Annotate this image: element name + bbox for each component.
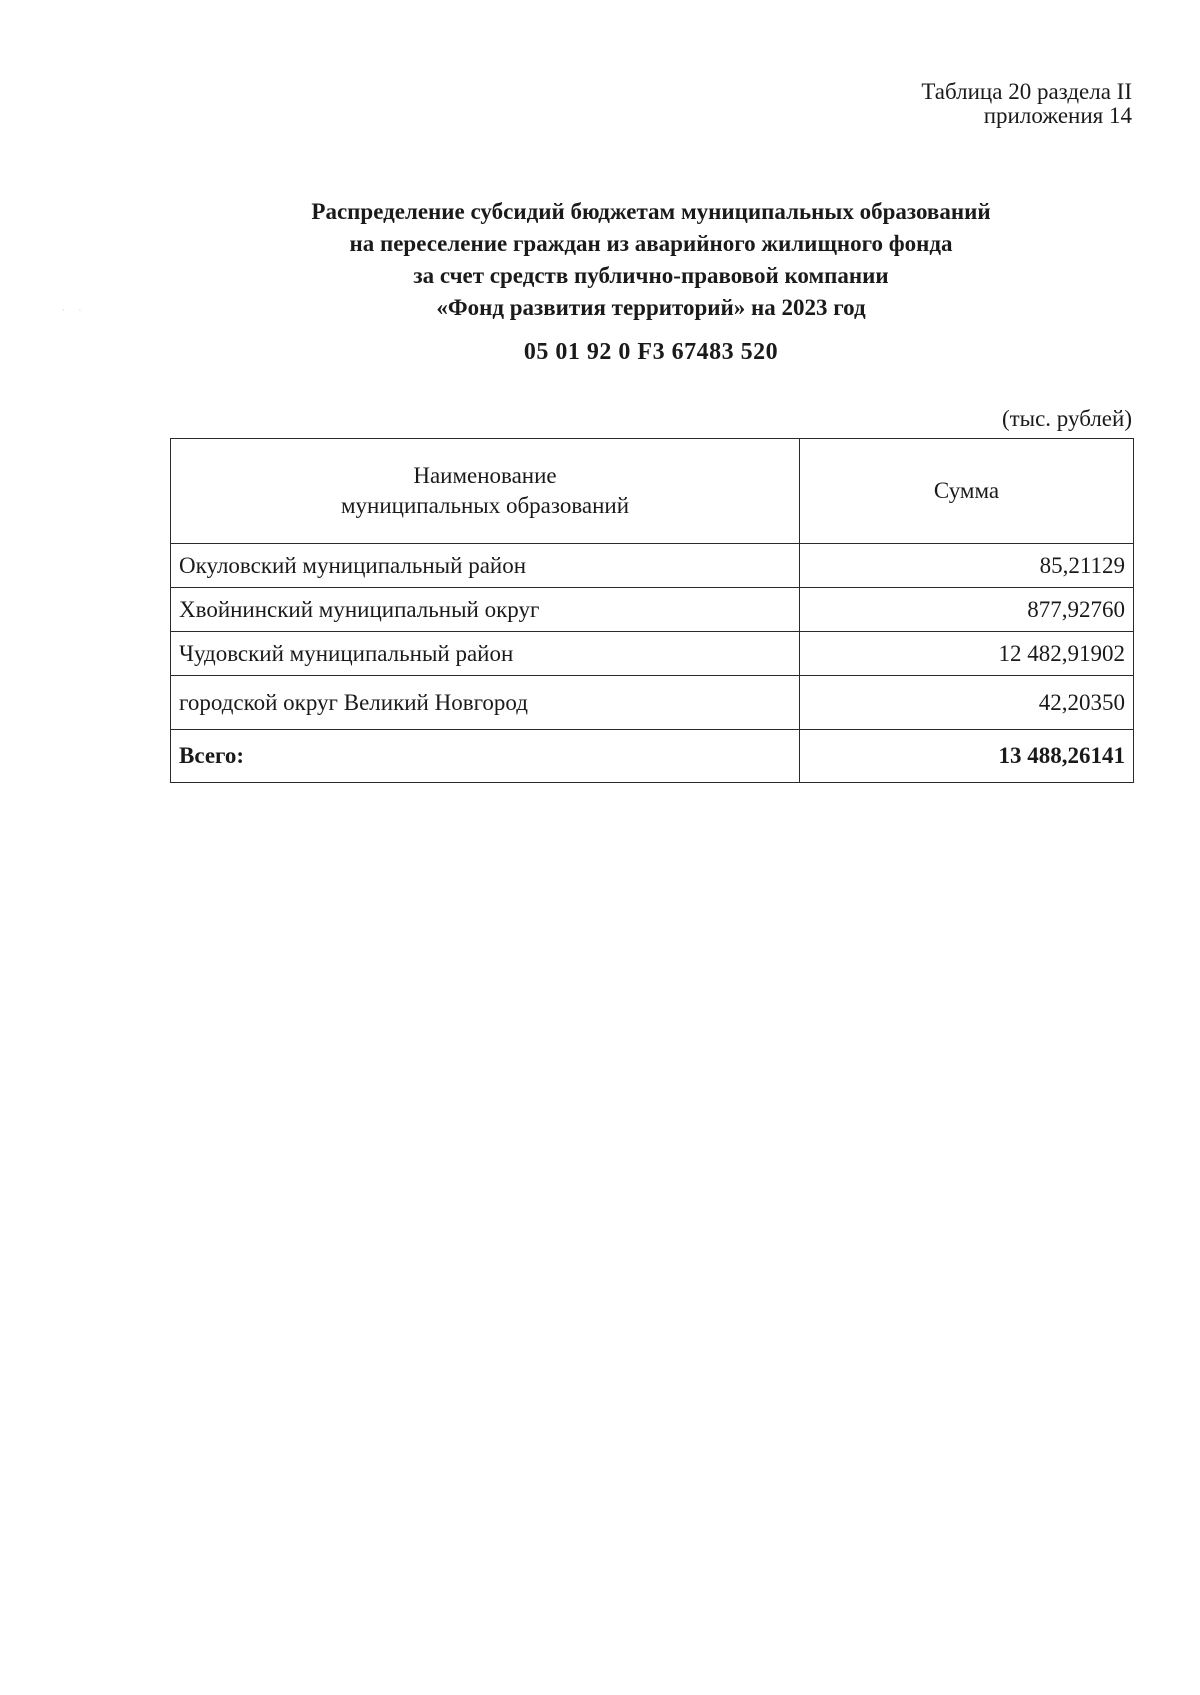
budget-classification-code: 05 01 92 0 F3 67483 520: [523, 339, 779, 365]
header-name-line-2: муниципальных образований: [340, 493, 630, 518]
table-row: [171, 588, 1134, 632]
header-name-line-1: Наименование: [413, 463, 557, 488]
subsidy-table: [170, 438, 1134, 783]
subsidy-amount: 85,21129: [800, 544, 1134, 588]
header-name: [171, 439, 800, 544]
total-row: [171, 730, 1134, 783]
reference-line-1: Таблица 20 раздела II: [921, 79, 1132, 104]
unit-label: (тыс. рублей): [1001, 406, 1132, 431]
title-line-4: «Фонд развития территорий» на 2023 год: [436, 295, 866, 320]
table-row: [171, 632, 1134, 676]
reference-line-2: приложения 14: [983, 103, 1132, 128]
title-line-3: за счет средств публично-правовой компании: [413, 263, 889, 288]
document-title: [170, 196, 1132, 368]
header-amount: Сумма: [800, 439, 1134, 544]
total-amount: 13 488,26141: [800, 730, 1134, 783]
municipality-name: городской округ Великий Новгород: [171, 676, 800, 730]
table-row: [171, 544, 1134, 588]
title-line-2: на переселение граждан из аварийного жилищного фонда: [349, 231, 953, 256]
total-label: Всего:: [171, 730, 800, 783]
subsidy-amount: 12 482,91902: [800, 632, 1134, 676]
subsidy-amount: 42,20350: [800, 676, 1134, 730]
municipality-name: Окуловский муниципальный район: [171, 544, 800, 588]
subsidy-amount: 877,92760: [800, 588, 1134, 632]
municipality-name: Хвойнинский муниципальный округ: [171, 588, 800, 632]
scan-artifact: · ·: [62, 306, 88, 315]
table-header-row: [171, 439, 1134, 544]
table-reference: [921, 80, 1132, 128]
title-line-1: Распределение субсидий бюджетам муниципальных образований: [311, 199, 991, 224]
table-row: [171, 676, 1134, 730]
municipality-name: Чудовский муниципальный район: [171, 632, 800, 676]
